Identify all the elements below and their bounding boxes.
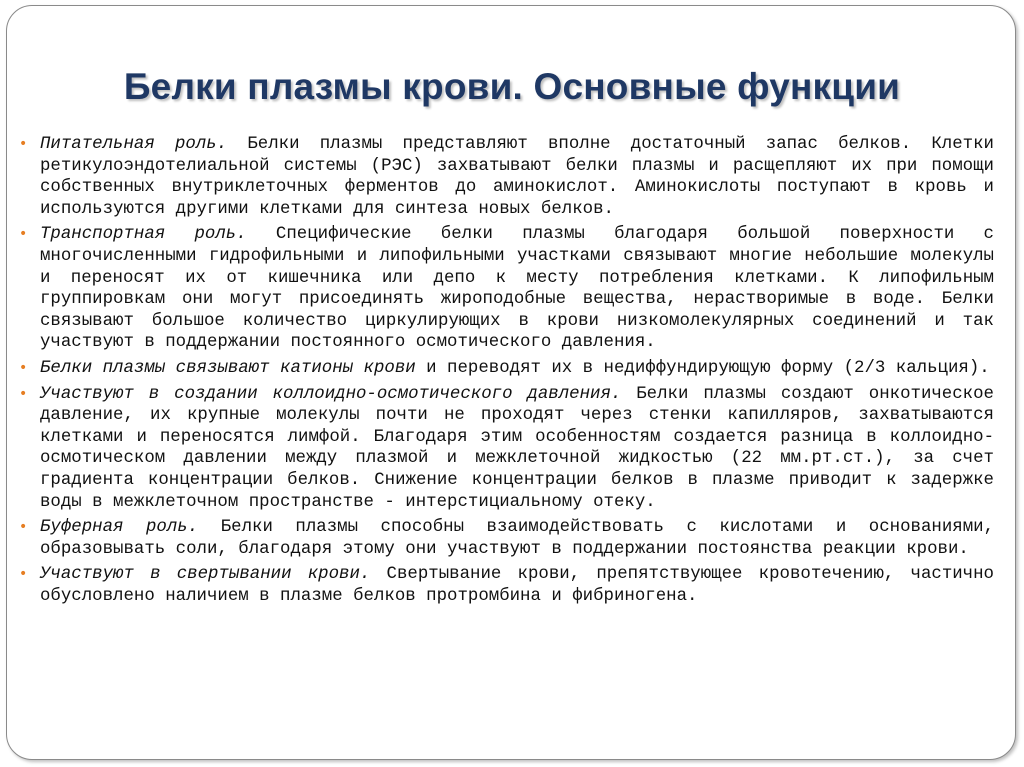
bullet-icon: • [19,226,28,243]
bullet-cation-binding [19,358,994,380]
bullet-lead: Транспортная роль. [40,225,247,245]
bullet-icon: • [19,385,28,402]
bullet-text: Специфические белки плазмы благодаря большой поверхности с многочисленными гидрофильными и липофильными участками связывают многие небольшие молекулы и переносят их от кишечника или депо к месту потребления клетками. К липофильным группировкам они могут присоединять жироподобные вещества, нерастворимые в воде. Белки связывают большое количество циркулирующих в крови низкомолекулярных соединений и так участвуют в поддержании постоянного осмотического давления. [40,225,994,353]
bullet-icon: • [19,519,28,536]
bullet-lead: Участвуют в свертывании крови. [40,565,371,585]
bullet-lead: Белки плазмы связывают катионы крови [40,358,416,378]
bullet-lead: Питательная роль. [40,135,228,154]
bullet-text: Белки плазмы способны взаимодействовать с кислотами и основаниями, образовывать соли, благодаря этому они участвуют в поддержании постоянства реакции крови. [40,518,995,559]
bullet-blood-clotting [19,564,994,607]
bullet-text: Белки плазмы представляют вполне достаточный запас белков. Клетки ретикулоэндотелиальной системы (РЭС) захватывают белки плазмы и расщепляют их при помощи собственных внутриклеточных ферментов до аминокислот. Аминокислоты поступают в кровь и используются другими клетками для синтеза новых белков. [40,135,994,219]
bullet-lead: Буферная роль. [40,518,199,538]
bullet-text: и переводят их в недиффундирующую форму (2/3 кальция). [415,358,990,378]
bullet-nutritional-role [19,134,994,220]
bullet-transport-role [19,224,994,354]
bullet-colloid-osmotic-pressure [19,384,994,514]
bullet-text: Свертывание крови, препятствующее кровотечению, частично обусловлено наличием в плазме белков протромбина и фибриногена. [40,565,994,606]
bullet-icon: • [19,359,28,376]
bullet-icon: • [19,136,28,152]
bullet-buffer-role [19,517,995,560]
slide-title: Белки плазмы крови. Основные функции [123,66,901,107]
bullet-lead: Участвуют в создании коллоидно-осмотического давления. [40,384,622,404]
bullet-icon: • [19,566,28,583]
bullet-text: Белки плазмы создают онкотическое давление, их крупные молекулы почти не проходят через стенки капилляров, захватываются клетками и переносятся лимфой. Благодаря этим особенностям создается разница в коллоидно-осмотическом давлении между плазмой и межклеточной жидкостью (22 мм.рт.ст.), за счет градиента концентрации белков. Снижение концентрации белков в плазме приводит к задержке воды в межклеточном пространстве - интерстициальному отеку. [40,384,994,512]
bullet-list [19,134,995,611]
